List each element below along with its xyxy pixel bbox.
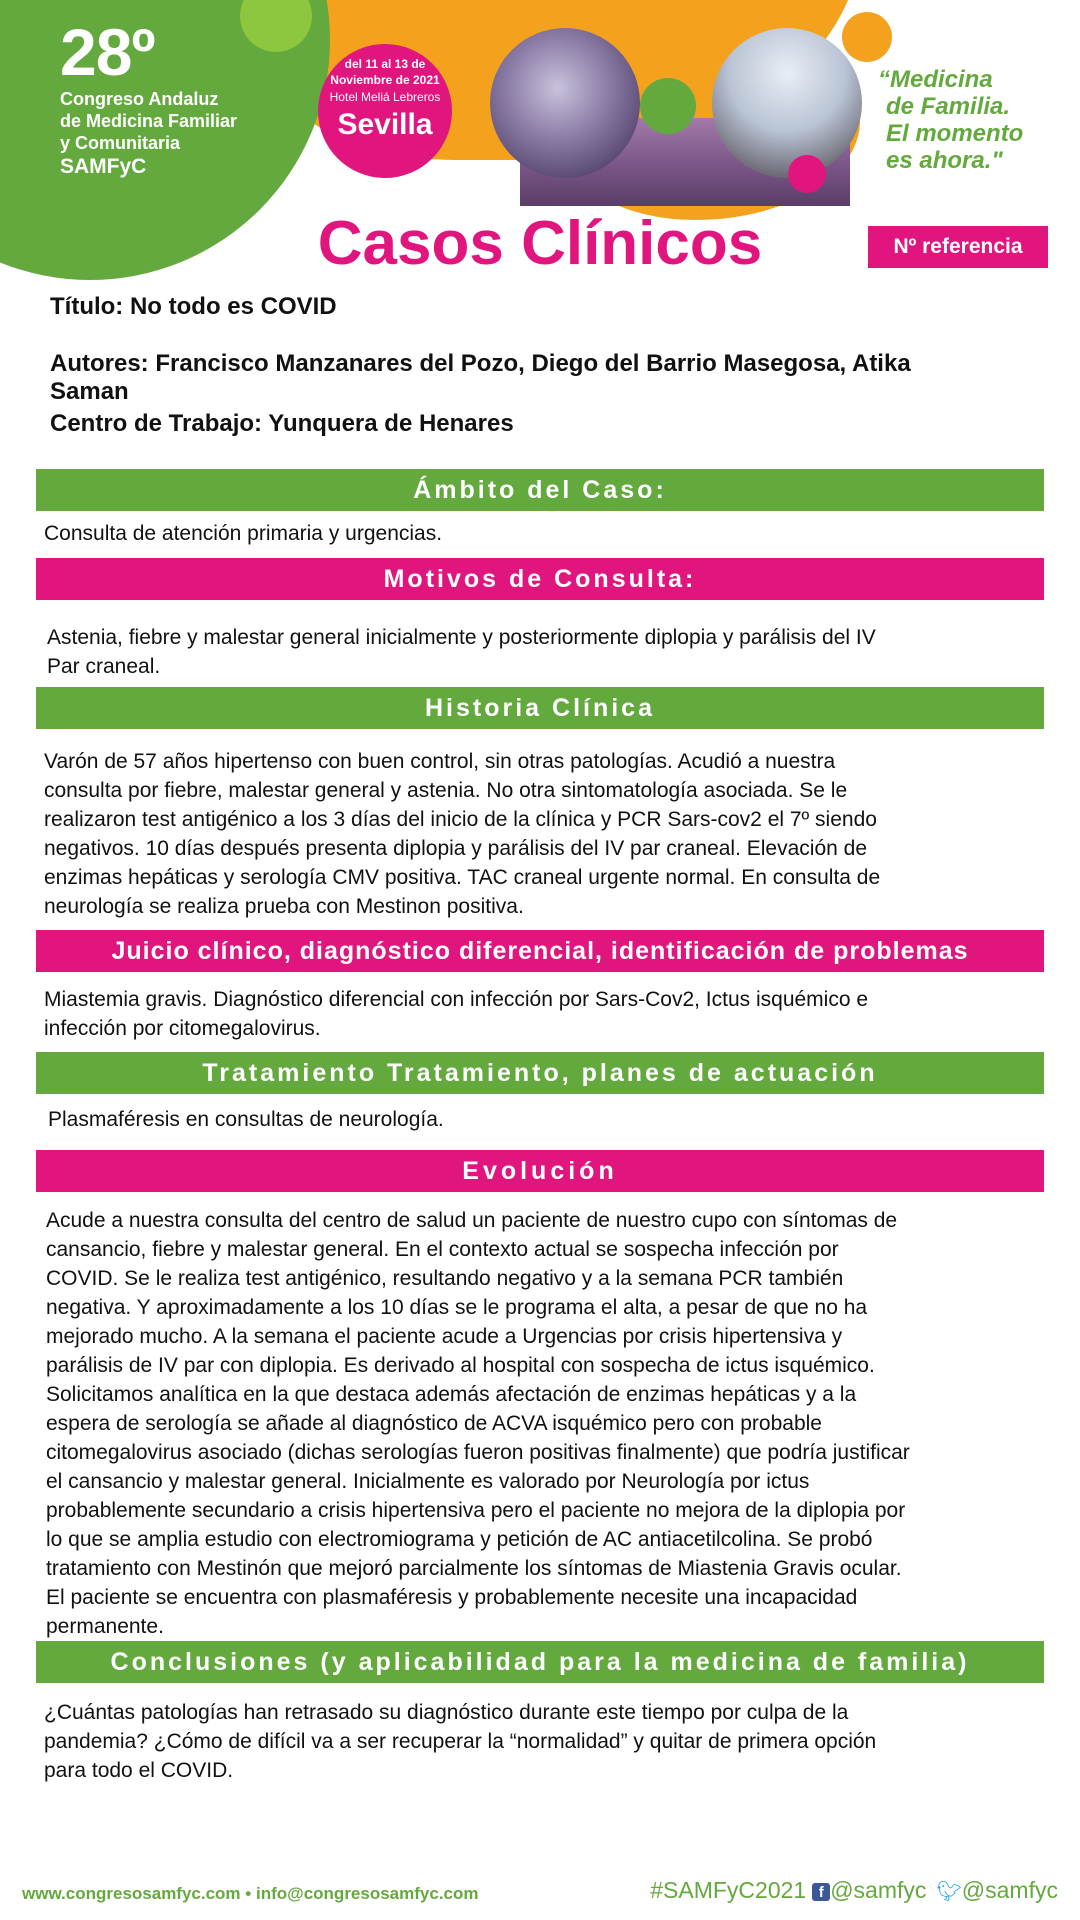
section-header-juicio: Juicio clínico, diagnóstico diferencial, identificación de problemas <box>36 930 1044 972</box>
slogan: “Medicina de Familia. El momento es ahora." <box>878 66 1024 174</box>
date-line: del 11 al 13 de <box>344 57 426 71</box>
pink-dot <box>788 155 826 193</box>
section-text-tratamiento: Plasmaféresis en consultas de neurología. <box>48 1108 444 1131</box>
authors: Autores: Francisco Manzanares del Pozo, Diego del Barrio Masegosa, Atika Saman <box>50 350 911 405</box>
venue: Hotel Meliá Lebreros <box>329 90 441 104</box>
section-text-ambito: Consulta de atención primaria y urgencias. <box>44 522 443 545</box>
congress-name: Congreso Andaluz de Medicina Familiar y Comunitaria <box>60 89 238 153</box>
email-link[interactable]: info@congresosamfyc.com <box>255 1884 479 1903</box>
date-line: Noviembre de 2021 <box>330 73 440 87</box>
twitter-handle[interactable]: @samfyc <box>961 1877 1058 1903</box>
separator-dot: • <box>245 1884 252 1903</box>
section-header-motivos: Motivos de Consulta: <box>36 558 1044 600</box>
orange-dot <box>842 12 892 62</box>
section-header-ambito: Ámbito del Caso: <box>36 469 1044 511</box>
city: Sevilla <box>337 108 433 141</box>
workplace: Centro de Trabajo: Yunquera de Henares <box>50 410 514 437</box>
green-dot <box>640 78 696 134</box>
section-text-motivos: Astenia, fiebre y malestar general inicialmente y posteriormente diplopia y parálisis del IV Par craneal. <box>47 626 876 678</box>
document-title: Casos Clínicos <box>317 209 763 278</box>
congress-logo <box>60 15 238 180</box>
section-text-evolucion: Acude a nuestra consulta del centro de salud un paciente de nuestro cupo con síntomas de cansancio, fiebre y malestar general. En el contexto actual se sospecha infección por COVID. Se le realiza test antigénico, resultando negativo y a la semana PCR también negativa. Y aproximadamente a los 10 días se le programa el alta, a pesar de que no ha mejorado mucho. A la semana el paciente acude a Urgencias por crisis hipertensiva y parálisis de IV par con diplopia. Es derivado al hospital con sospecha de ictus isquémico. Solicitamos analítica en la que destaca además afectación de enzimas hepáticas y a la espera de serología se añade al diagnóstico de ACVA isquémico pero con probable citomegalovirus asociado (dichas serologías fueron positivas finalmente) que podría justificar el cansancio y malestar general. Inicialmente es valorado por Neurología por ictus probablemente secundario a crisis hipertensiva pero el paciente no mejora de la diplopia por lo que se amplia estudio con electromiograma y petición de AC antiacetilcolina. Se probó tratamiento con Mestinón que mejoró parcialmente los síntomas de Miastenia Gravis ocular. El paciente se encuentra con plasmaféresis y probablemente necesite una incapacidad permanente. <box>46 1209 910 1638</box>
hashtag: #SAMFyC2021 <box>650 1877 807 1903</box>
case-title: Título: No todo es COVID <box>50 293 337 320</box>
section-text-historia: Varón de 57 años hipertenso con buen control, sin otras patologías. Acudió a nuestra consulta por fiebre, malestar general y astenia. No otra sintomatología asociada. Se le realizaron test antigénico a los 3 días del inicio de la clínica y PCR Sars-cov2 el 7º siendo negativos. 10 días después presenta diplopia y parálisis del IV par craneal. Elevación de enzimas hepáticas y serología CMV positiva. TAC craneal urgente normal. En consulta de neurología se realiza prueba con Mestinon positiva. <box>44 750 881 918</box>
facebook-handle[interactable]: @samfyc <box>830 1877 927 1903</box>
date-badge <box>318 44 452 178</box>
facebook-icon: f <box>812 1883 830 1901</box>
brand-name: SAMFyC <box>60 155 147 178</box>
statue-photo <box>490 28 640 178</box>
bridge-photo <box>712 28 862 178</box>
congress-number: 28º <box>60 15 155 89</box>
section-text-conclusiones: ¿Cuántas patologías han retrasado su diagnóstico durante este tiempo por culpa de la pandemia? ¿Cómo de difícil va a ser recuperar la “normalidad” y quitar de primera opción para todo el COVID. <box>44 1701 877 1782</box>
reference-badge: Nº referencia <box>868 226 1048 268</box>
footer-social <box>650 1877 1058 1904</box>
twitter-icon: 🐦︎ <box>936 1881 962 1903</box>
website-link[interactable]: www.congresosamfyc.com <box>22 1884 241 1903</box>
section-header-tratamiento: Tratamiento Tratamiento, planes de actuación <box>36 1052 1044 1094</box>
section-header-conclusiones: Conclusiones (y aplicabilidad para la medicina de familia) <box>36 1641 1044 1683</box>
footer-contact <box>22 1884 479 1904</box>
section-header-historia: Historia Clínica <box>36 687 1044 729</box>
section-header-evolucion: Evolución <box>36 1150 1044 1192</box>
section-text-juicio: Miastemia gravis. Diagnóstico diferencial con infección por Sars-Cov2, Ictus isquémico e infección por citomegalovirus. <box>44 988 869 1040</box>
